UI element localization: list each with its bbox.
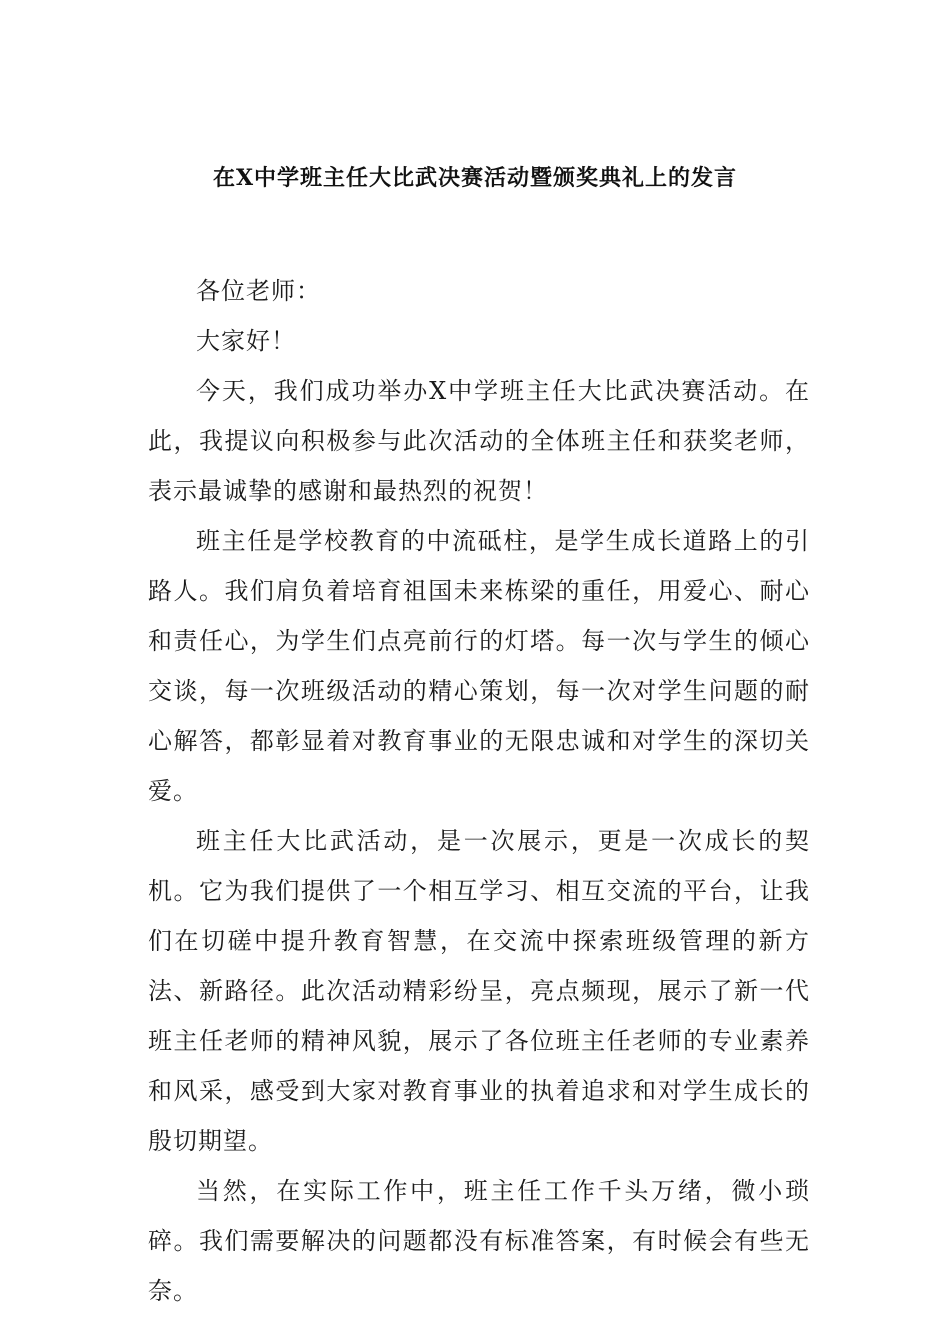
document-title: 在X中学班主任大比武决赛活动暨颁奖典礼上的发言: [212, 165, 738, 191]
paragraph-3: 班主任大比武活动，是一次展示，更是一次成长的契机。它为我们提供了一个相互学习、相互交流的平台，让我们在切磋中提升教育智慧，在交流中探索班级管理的新方法、新路径。此次活动精彩纷呈，亮点频现，展示了新一代班主任老师的精神风貌，展示了各位班主任老师的专业素养和风采，感受到大家对教育事业的执着追求和对学生成长的殷切期望。: [148, 827, 810, 1155]
document-body: [148, 266, 810, 1316]
paragraph-2: 班主任是学校教育的中流砥柱，是学生成长道路上的引路人。我们肩负着培育祖国未来栋梁的重任，用爱心、耐心和责任心，为学生们点亮前行的灯塔。每一次与学生的倾心交谈，每一次班级活动的精心策划，每一次对学生问题的耐心解答，都彰显着对教育事业的无限忠诚和对学生的深切关爱。: [148, 527, 810, 805]
greeting: 大家好！: [196, 327, 296, 355]
salutation: 各位老师：: [196, 277, 321, 305]
paragraph-4: 当然，在实际工作中，班主任工作千头万绪，微小琐碎。我们需要解决的问题都没有标准答案，有时候会有些无奈。: [148, 1177, 810, 1305]
paragraph-1: 今天，我们成功举办X中学班主任大比武决赛活动。在此，我提议向积极参与此次活动的全体班主任和获奖老师，表示最诚挚的感谢和最热烈的祝贺！: [148, 377, 810, 505]
